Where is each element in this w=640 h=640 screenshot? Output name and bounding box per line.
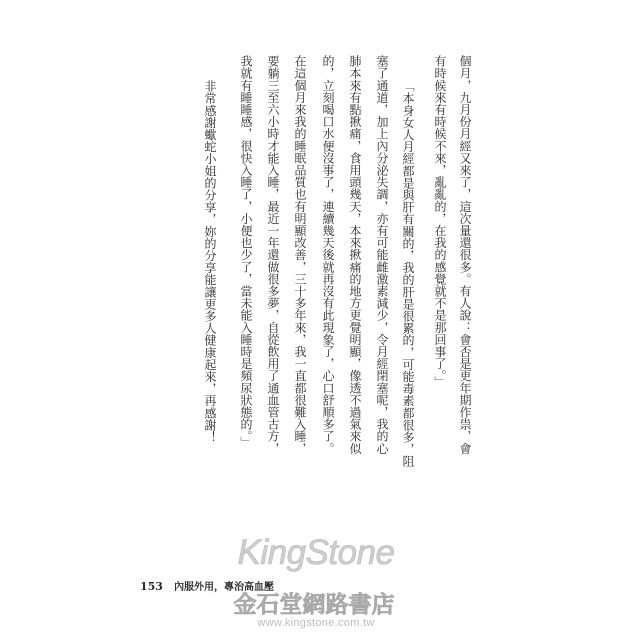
text-column-9: 我就有睡睡感，很快入睡了，小便也少了，當未能入睡時是頻尿狀態的。」 [239, 55, 253, 449]
text-column-6: 的，立刻喝口水便沒事了，連續幾天後就再沒有此現象了，心口舒順多了。 [321, 55, 335, 455]
text-column-7: 在這個月來我的睡眠品質也有明顯改善，三十多年來，我一直都很難入睡， [293, 55, 307, 455]
watermark-brand-logo: KingStone [237, 533, 395, 572]
running-title: 內服外用，專治高血壓 [174, 582, 275, 593]
text-column-8: 要躺三至六小時才能入睡，最近一年還做很多夢，自從飲用了通血管古方， [266, 55, 280, 455]
text-column-5: 肺本來有點揪痛，食用頭幾天，本來揪痛的地方更覺明顯，像透不過氣來似 [348, 55, 362, 455]
page-number: 153 [140, 580, 163, 593]
text-column-1: 個月，九月份月經又來了，這次量還很多。有人說：會否是更年期作祟，會 [458, 55, 472, 455]
text-column-2: 有時候來有時候不來，亂亂的，在我的感覺就不是那回事了。」 [433, 55, 447, 388]
text-column-10: 非常感謝蠍蛇小姐的分享，妳的分享能讓更多人健康起來，再感謝！ [203, 80, 217, 443]
text-column-3: 「本身女人月經都是與肝有關的，我的肝是很累的，可能毒素都很多，阻 [401, 80, 415, 468]
text-column-4: 塞了通道，加上內分泌失調，亦有可能雌激素減少，令月經閉塞呢，我的心 [375, 55, 389, 455]
watermark-store-name: 金石堂網路書店 [233, 591, 395, 618]
watermark-url: www.kingstone.com.tw [257, 617, 375, 629]
